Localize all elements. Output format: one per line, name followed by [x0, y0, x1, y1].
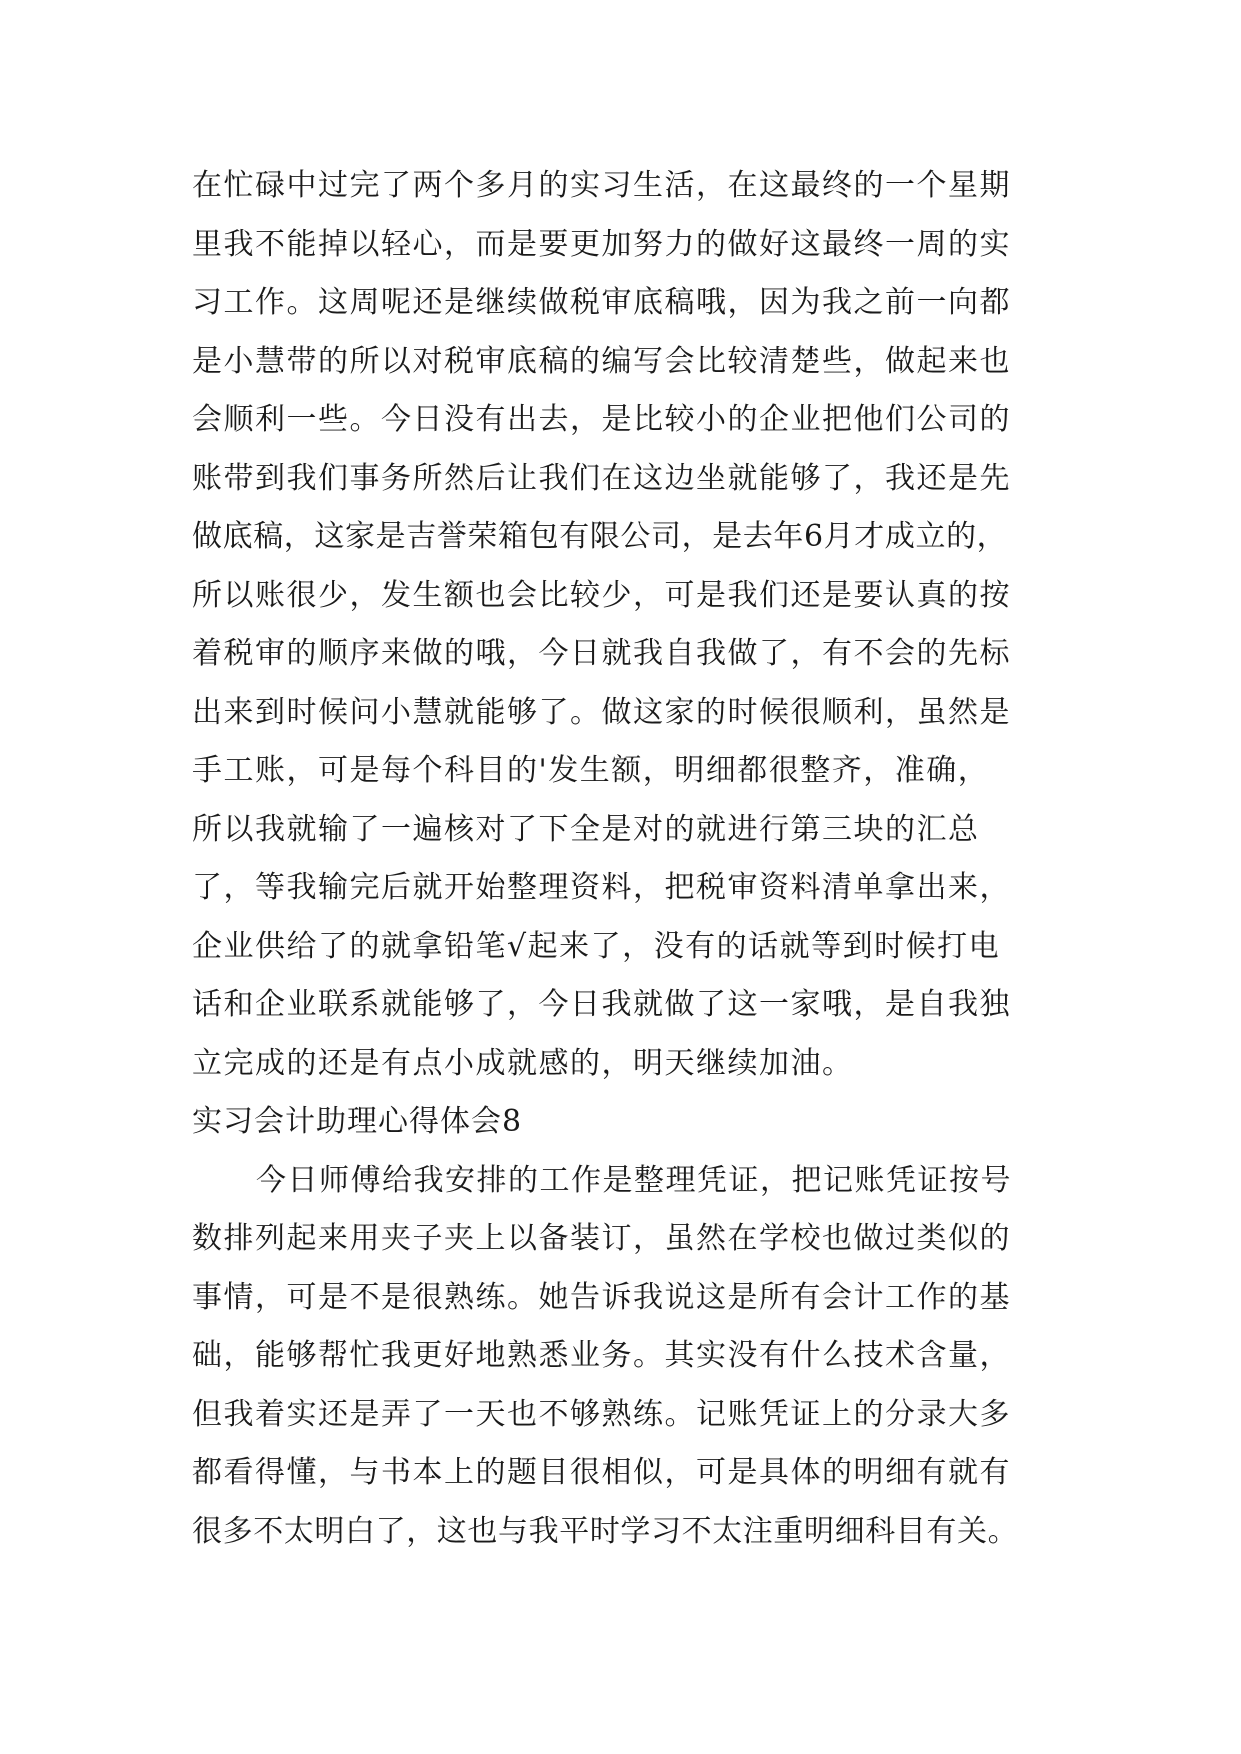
paragraph-2 — [192, 1152, 1054, 1562]
text-line: 很多不太明白了，这也与我平时学习不太注重明细科目有关。 — [192, 1513, 1019, 1549]
text-line: 但我着实还是弄了一天也不够熟练。记账凭证上的分录大多 — [192, 1396, 1011, 1432]
text-line: 是小慧带的所以对税审底稿的编写会比较清楚些，做起来也 — [192, 343, 1011, 379]
text-line: 账带到我们事务所然后让我们在这边坐就能够了，我还是先 — [192, 460, 1011, 496]
text-line: 所以我就输了一遍核对了下全是对的就进行第三块的汇总 — [192, 811, 980, 847]
text-line: 话和企业联系就能够了，今日我就做了这一家哦，是自我独 — [192, 987, 1011, 1022]
text-line: 习工作。这周呢还是继续做税审底稿哦，因为我之前一向都 — [192, 285, 1011, 320]
text-line: 础，能够帮忙我更好地熟悉业务。其实没有什么技术含量， — [192, 1338, 1011, 1373]
document-body — [192, 157, 1054, 1561]
paragraph-1 — [192, 157, 1054, 1093]
text-line: 立完成的还是有点小成就感的，明天继续加油。 — [192, 1045, 854, 1081]
text-line: 都看得懂，与书本上的题目很相似，可是具体的明细有就有 — [192, 1455, 1011, 1490]
text-line: 今日师傅给我安排的工作是整理凭证，把记账凭证按号 — [256, 1162, 1012, 1198]
text-line: 会顺利一些。今日没有出去，是比较小的企业把他们公司的 — [192, 402, 1011, 437]
text-line: 数排列起来用夹子夹上以备装订，虽然在学校也做过类似的 — [192, 1221, 1011, 1256]
text-line: 手工账，可是每个科目的'发生额，明细都很整齐，准确， — [192, 753, 990, 788]
text-line: 所以账很少，发生额也会比较少，可是我们还是要认真的按 — [192, 577, 1011, 613]
text-line: 做底稿，这家是吉誉荣箱包有限公司，是去年6月才成立的， — [192, 519, 1008, 554]
text-line: 里我不能掉以轻心，而是要更加努力的做好这最终一周的实 — [192, 226, 1011, 262]
text-line: 着税审的顺序来做的哦，今日就我自我做了，有不会的先标 — [192, 636, 1011, 671]
text-line: 企业供给了的就拿铅笔√起来了，没有的话就等到时候打电 — [192, 928, 1001, 964]
text-line: 出来到时候问小慧就能够了。做这家的时候很顺利，虽然是 — [192, 694, 1011, 730]
text-line: 在忙碌中过完了两个多月的实习生活，在这最终的一个星期 — [192, 168, 1011, 203]
section-heading: 实习会计助理心得体会8 — [192, 1104, 523, 1139]
text-line: 了，等我输完后就开始整理资料，把税审资料清单拿出来， — [192, 870, 1011, 905]
text-line: 事情，可是不是很熟练。她告诉我说这是所有会计工作的基 — [192, 1279, 1011, 1315]
